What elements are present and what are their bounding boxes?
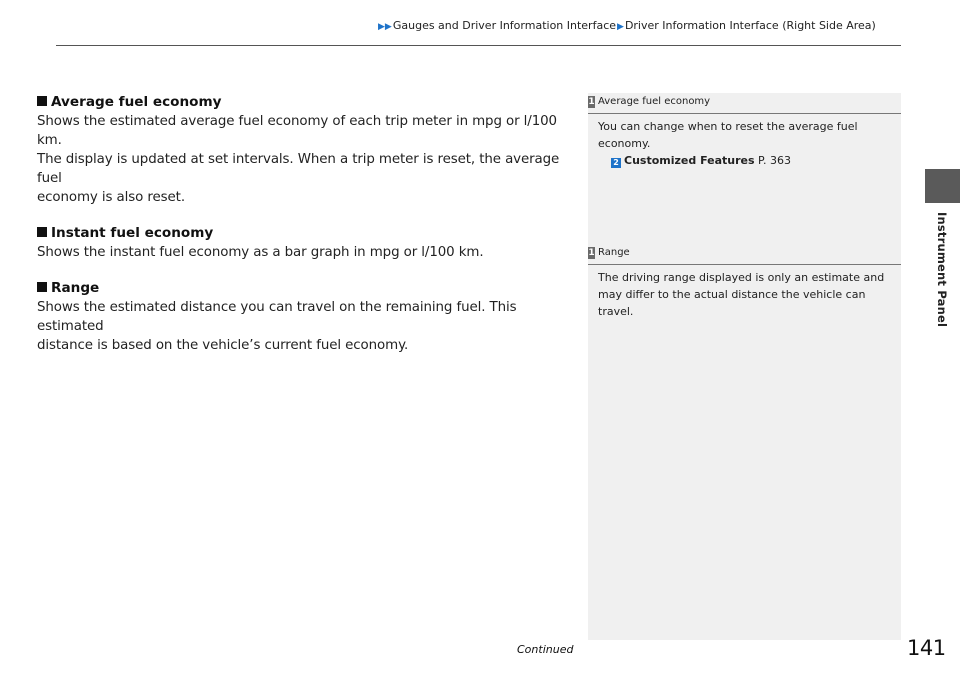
double-arrow-icon: ▶▶ bbox=[378, 22, 392, 32]
section-range bbox=[37, 278, 582, 355]
section-heading: Instant fuel economy bbox=[51, 225, 214, 241]
section-body: Shows the estimated average fuel economy of each trip meter in mpg or l/100 km. The display is updated at set intervals. When a trip meter is reset, the average fuel economy is also reset. bbox=[37, 114, 560, 205]
cross-reference-link[interactable] bbox=[611, 152, 888, 169]
notes-panel bbox=[588, 93, 901, 640]
breadcrumb-item-right-side-area[interactable]: Driver Information Interface (Right Side Area) bbox=[624, 19, 876, 32]
continued-label: Continued bbox=[517, 643, 574, 656]
section-body: Shows the estimated distance you can travel on the remaining fuel. This estimated distance is based on the vehicle’s current fuel economy. bbox=[37, 300, 517, 353]
note-range bbox=[588, 244, 901, 320]
section-instant-fuel-economy bbox=[37, 223, 582, 262]
square-bullet-icon bbox=[37, 282, 47, 292]
note-title: Range bbox=[598, 247, 630, 258]
chapter-label: Instrument Panel bbox=[935, 212, 949, 328]
note-marker-icon: 1 bbox=[588, 248, 595, 258]
xref-title: Customized Features bbox=[624, 154, 755, 167]
reference-arrow-icon: 2 bbox=[611, 158, 621, 168]
header-divider bbox=[56, 45, 901, 46]
breadcrumb bbox=[378, 19, 876, 32]
xref-page: P. 363 bbox=[758, 154, 791, 167]
section-body: Shows the instant fuel economy as a bar graph in mpg or l/100 km. bbox=[37, 245, 484, 260]
square-bullet-icon bbox=[37, 96, 47, 106]
note-title: Average fuel economy bbox=[598, 96, 711, 107]
section-heading: Average fuel economy bbox=[51, 94, 222, 110]
note-average-fuel-economy bbox=[588, 93, 901, 169]
main-content bbox=[37, 92, 582, 371]
square-bullet-icon bbox=[37, 227, 47, 237]
note-marker-icon: 1 bbox=[588, 97, 595, 107]
arrow-icon: ▶ bbox=[617, 22, 624, 32]
section-heading: Range bbox=[51, 280, 100, 296]
note-text: The driving range displayed is only an estimate and may differ to the actual distance the vehicle can travel. bbox=[598, 271, 885, 318]
breadcrumb-item-gauges[interactable]: Gauges and Driver Information Interface bbox=[392, 19, 617, 32]
chapter-tab[interactable] bbox=[925, 169, 960, 203]
note-text: You can change when to reset the average fuel economy. bbox=[598, 120, 858, 150]
section-average-fuel-economy bbox=[37, 92, 582, 207]
page-number: 141 bbox=[907, 636, 946, 660]
